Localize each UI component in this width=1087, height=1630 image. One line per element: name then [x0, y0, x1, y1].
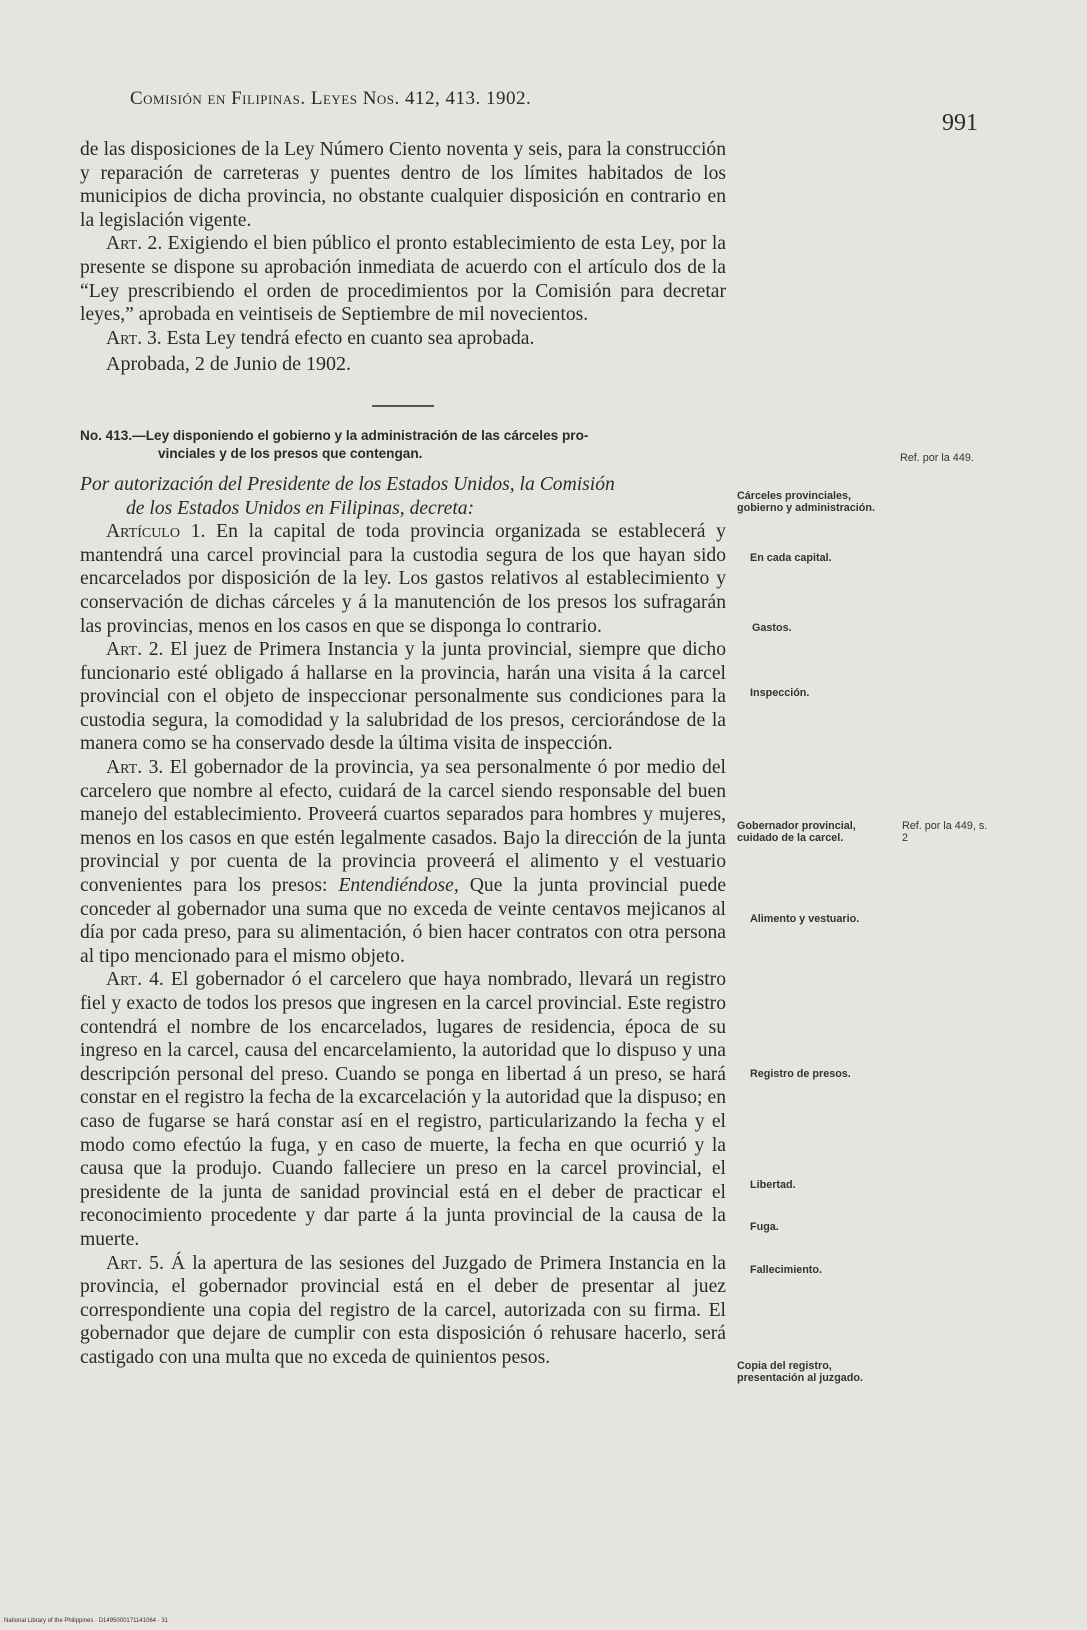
article-text: El gobernador de la provincia, ya sea personalmente ó por medio del carcelero que nombre al efecto, cuidará de la carcel siendo responsable del buen manejo del establecimiento. Proveerá cuartos separados para hombres y mujeres, menos en los casos en que estén legalmente casados. Bajo la dirección de la junta provincial y por cuenta de la provincia proveerá el alimento y el vestuario convenientes para los presos:: [80, 757, 726, 897]
margin-note-inspeccion: Inspección.: [750, 687, 810, 699]
article-label: Art. 4.: [106, 969, 164, 991]
act413-title-line-2: vinciales y de los presos que contengan.: [158, 445, 423, 461]
margin-note-alimento: Alimento y vestuario.: [750, 913, 860, 925]
act412-approved-date: Aprobada, 2 de Junio de 1902.: [106, 353, 351, 376]
margin-note-copia: Copia del registro, presentación al juzgado.: [737, 1360, 863, 1384]
enacting-line-1: Por autorización del Presidente de los Estados Unidos, la Comisión: [80, 473, 615, 495]
article-label: Artículo 1.: [106, 521, 206, 543]
margin-note-registro: Registro de presos.: [750, 1068, 851, 1080]
act413-article-2: [80, 638, 726, 756]
margin-note-capital: En cada capital.: [750, 552, 832, 564]
act412-article-3: [80, 327, 726, 351]
act413-article-3: [80, 756, 726, 968]
article-text: En la capital de toda provincia organizada se establecerá y mantendrá una carcel provincial para la custodia segura de los que hayan sido encarcelados por disposición de la ley. Los gastos relativos al establecimiento y conservación de dichas cárceles y á la manutención de los presos los sufragarán las provincias, menos en los casos en que se disponga lo contrario.: [80, 521, 726, 637]
act412-paragraph-continuation: de las disposiciones de la Ley Número Ciento noventa y seis, para la construcción y reparación de carreteras y puentes dentro de los límites habitados de los municipios de dicha provincia, no obstante cualquier disposición en contrario en la legislación vigente.: [80, 139, 726, 231]
article-label: Art. 2.: [106, 639, 164, 661]
article-text: Exigiendo el bien público el pronto establecimiento de esta Ley, por la presente se dispone su aprobación inmediata de acuerdo con el artículo dos de la “Ley prescribiendo el orden de procedimientos por la Comisión para decretar leyes,” aprobada en veintiseis de Septiembre de mil novecientos.: [80, 233, 726, 326]
act413-title: [80, 427, 726, 463]
article-label: Art. 3.: [106, 757, 164, 779]
act413-article-5: [80, 1252, 726, 1370]
scan-footer: National Library of the Philippines · D1495000171141064 · 31: [4, 1618, 169, 1624]
article-label: Art. 3.: [106, 327, 162, 349]
margin-ref-449: Ref. por la 449.: [900, 452, 974, 464]
enacting-clause: [80, 473, 726, 520]
act413-article-1: [80, 520, 726, 638]
margin-ref-449-s2: Ref. por la 449, s. 2: [902, 820, 988, 844]
act413-article-4: [80, 968, 726, 1251]
margin-note-fuga: Fuga.: [750, 1221, 779, 1233]
margin-note-libertad: Libertad.: [750, 1179, 796, 1191]
article-label: Art. 5.: [106, 1252, 164, 1274]
proviso-word: Entendiéndose,: [338, 875, 459, 897]
margin-note-carceles: Cárceles provinciales, gobierno y administración.: [737, 490, 875, 514]
page-number: 991: [942, 110, 978, 136]
article-text: Esta Ley tendrá efecto en cuanto sea aprobada.: [166, 327, 535, 349]
article-text: Á la apertura de las sesiones del Juzgado de Primera Instancia en la provincia, el gobernador provincial está en el deber de presentar al juez correspondiente una copia del registro de la carcel, autorizada con su firma. El gobernador que dejare de cumplir con esta disposición ó rehusare hacerlo, será castigado con una multa que no exceda de quinientos pesos.: [80, 1252, 726, 1368]
article-text: El gobernador ó el carcelero que haya nombrado, llevará un registro fiel y exacto de todos los presos que ingresen en la carcel provincial. Este registro contendrá el nombre de los encarcelados, lugares de residencia, época de su ingreso en la carcel, causa del encarcelamiento, la autoridad que lo dispuso y una descripción personal del preso. Cuando se ponga en libertad á un preso, se hará constar en el registro la fecha de la excarcelación y la autoridad que la dispuso; en caso de fugarse se hará constar así en el registro, particularizando la fecha y el modo como efectúo la fuga, y en caso de muerte, la fecha en que ocurrió y la causa que la produjo. Cuando falleciere un preso en la carcel provincial, el presidente de la junta de sanidad provincial está en el deber de practicar el reconocimiento procedente y dar parte á la junta provincial de la causa de la muerte.: [80, 969, 726, 1250]
margin-note-gastos: Gastos.: [752, 622, 792, 634]
running-head: Comisión en Filipinas. Leyes Nos. 412, 413. 1902.: [130, 88, 532, 109]
section-divider: [372, 405, 434, 407]
act412-article-2: [80, 232, 726, 326]
act413-title-line-1: No. 413.—Ley disponiendo el gobierno y la administración de las cárceles pro-: [80, 427, 589, 443]
article-text: El juez de Primera Instancia y la junta provincial, siempre que dicho funcionario esté obligado á hallarse en la provincia, harán una visita á la carcel provincial con el objeto de inspeccionar personalmente sus condiciones para la custodia segura, la comodidad y la salubridad de los presos, cerciorándose de la manera como se ha conservado desde la última visita de inspección.: [80, 639, 727, 755]
main-text-column: [80, 138, 726, 1370]
margin-note-gobernador: Gobernador provincial, cuidado de la carcel.: [737, 820, 856, 844]
margin-note-fallecimiento: Fallecimiento.: [750, 1264, 822, 1276]
article-label: Art. 2.: [106, 233, 163, 255]
enacting-line-2: de los Estados Unidos en Filipinas, decreta:: [126, 497, 475, 519]
article-text-continued: Que la junta provincial puede conceder al gobernador una suma que no exceda de veinte centavos mejicanos al día por cada preso, para su alimentación, ó bien hacer contratos con otra persona al tipo mencionado para el mismo objeto.: [80, 875, 727, 967]
